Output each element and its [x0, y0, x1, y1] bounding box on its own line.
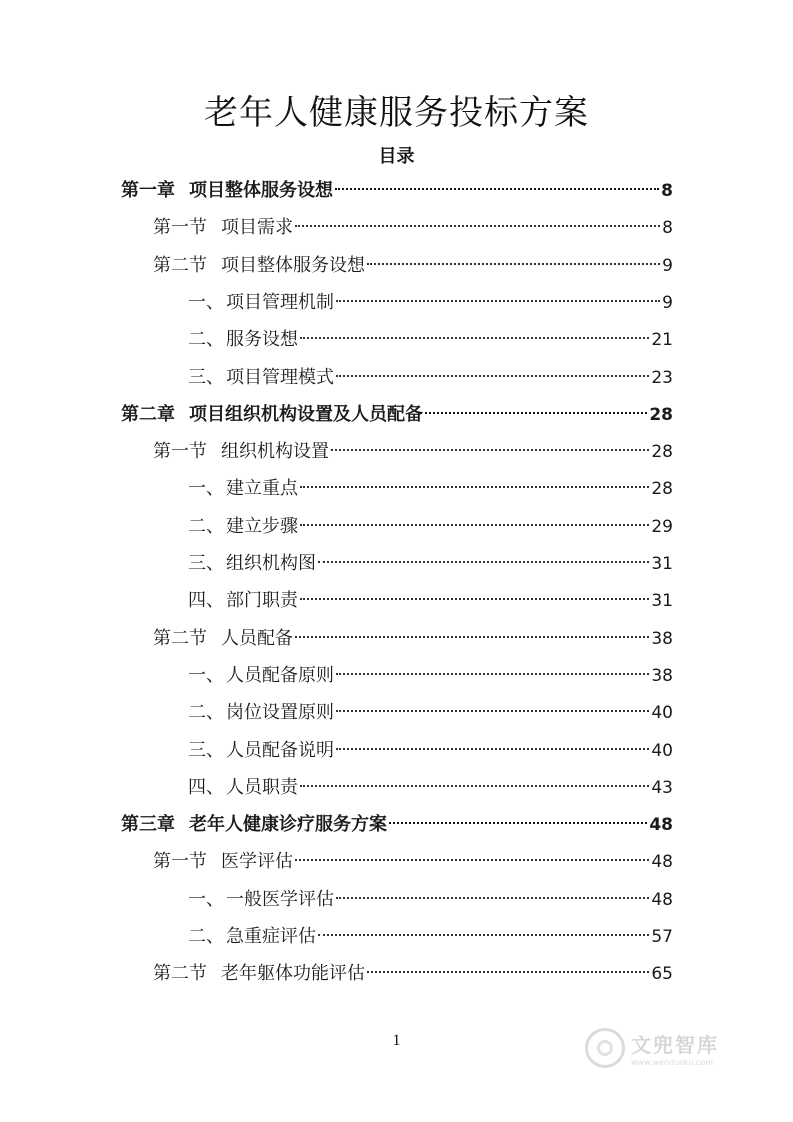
toc-entry-text: 项目需求	[221, 217, 293, 238]
toc-entry-text: 人员职责	[226, 777, 298, 798]
toc-entry-number: 第一节	[153, 851, 207, 872]
toc-entry[interactable]	[121, 400, 673, 430]
toc-entry-number: 四、	[188, 777, 224, 798]
toc-entry-text: 岗位设置原则	[226, 702, 334, 723]
toc-entry-page: 28	[651, 479, 673, 499]
toc-entry-page: 31	[651, 554, 673, 574]
toc-entry[interactable]	[153, 847, 673, 877]
watermark	[585, 1020, 755, 1075]
toc-entry-page: 21	[651, 330, 673, 350]
toc-entry-label	[153, 959, 365, 989]
toc-entry-text: 项目组织机构设置及人员配备	[189, 404, 423, 425]
toc-entry-number: 第二章	[121, 404, 175, 425]
toc-entry-text: 服务设想	[226, 329, 298, 350]
toc-entry-label	[121, 810, 387, 840]
toc-entry-text: 项目整体服务设想	[189, 180, 333, 201]
toc-entry[interactable]	[188, 736, 673, 766]
toc-entry-number: 第二节	[153, 255, 207, 276]
toc-dot-leader	[389, 822, 647, 824]
toc-entry[interactable]	[188, 586, 673, 616]
toc-dot-leader	[425, 412, 647, 414]
toc-entry-number: 第一节	[153, 441, 207, 462]
toc-entry[interactable]	[153, 437, 673, 467]
toc-entry-text: 一般医学评估	[226, 889, 334, 910]
toc-entry[interactable]	[153, 624, 673, 654]
toc-entry-number: 三、	[188, 740, 224, 761]
toc-entry-text: 项目管理机制	[226, 292, 334, 313]
toc-dot-leader	[367, 971, 649, 973]
toc-entry-text: 老年人健康诊疗服务方案	[189, 814, 387, 835]
toc-dot-leader	[318, 561, 649, 563]
toc-entry-label	[188, 325, 298, 355]
toc-entry-number: 一、	[188, 889, 224, 910]
toc-entry-number: 第三章	[121, 814, 175, 835]
toc-entry-label	[121, 176, 333, 206]
toc-dot-leader	[295, 636, 649, 638]
toc-entry-label	[188, 512, 298, 542]
toc-entry-page: 65	[651, 964, 673, 984]
toc-dot-leader	[295, 225, 660, 227]
toc-dot-leader	[300, 337, 649, 339]
toc-entry-page: 38	[651, 629, 673, 649]
toc-entry-number: 一、	[188, 478, 224, 499]
toc-dot-leader	[336, 748, 649, 750]
toc-dot-leader	[367, 263, 660, 265]
toc-entry[interactable]	[153, 251, 673, 281]
toc-entry-text: 急重症评估	[226, 926, 316, 947]
toc-entry-text: 项目整体服务设想	[221, 255, 365, 276]
toc-dot-leader	[295, 859, 649, 861]
toc-entry-label	[188, 922, 316, 952]
toc-entry-text: 人员配备	[221, 628, 293, 649]
toc-entry-page: 57	[651, 927, 673, 947]
toc-entry-page: 40	[651, 703, 673, 723]
toc-heading: 目录	[378, 146, 415, 167]
toc-dot-leader	[300, 785, 649, 787]
toc-entry-number: 三、	[188, 553, 224, 574]
toc-entry-page: 38	[651, 666, 673, 686]
toc-entry[interactable]	[121, 810, 673, 840]
toc-entry-text: 建立步骤	[226, 516, 298, 537]
toc-entry-label	[153, 624, 293, 654]
toc-entry-label	[121, 400, 423, 430]
toc-entry-number: 第一章	[121, 180, 175, 201]
toc-entry-page: 8	[662, 218, 673, 238]
toc-entry-number: 一、	[188, 292, 224, 313]
toc-dot-leader	[335, 188, 659, 190]
toc-entry-page: 48	[651, 852, 673, 872]
toc-entry[interactable]	[188, 773, 673, 803]
toc-entry-label	[188, 474, 298, 504]
toc-entry[interactable]	[188, 288, 673, 318]
toc-entry-number: 二、	[188, 702, 224, 723]
watermark-url: www.wenduoku.com	[631, 1057, 714, 1067]
toc-entry-label	[153, 213, 293, 243]
toc-entry[interactable]	[153, 213, 673, 243]
toc-entry-page: 48	[649, 815, 673, 835]
toc-entry-number: 二、	[188, 516, 224, 537]
toc-entry-page: 28	[651, 442, 673, 462]
toc-entry-number: 第二节	[153, 963, 207, 984]
toc-entry-text: 建立重点	[226, 478, 298, 499]
toc-entry-label	[153, 251, 365, 281]
wendoc-logo-icon	[585, 1028, 625, 1068]
toc-entry-label	[188, 736, 334, 766]
toc-entry-page: 40	[651, 741, 673, 761]
toc-entry[interactable]	[153, 959, 673, 989]
toc-entry-page: 43	[651, 778, 673, 798]
toc-entry-page: 28	[649, 405, 673, 425]
toc-entry-number: 第二节	[153, 628, 207, 649]
toc-dot-leader	[336, 673, 649, 675]
toc-entry-page: 29	[651, 517, 673, 537]
toc-dot-leader	[300, 486, 649, 488]
toc-entry[interactable]	[188, 363, 673, 393]
toc-entry[interactable]	[121, 176, 673, 206]
toc-entry-label	[153, 437, 329, 467]
toc-entry-number: 二、	[188, 329, 224, 350]
toc-entry[interactable]	[188, 512, 673, 542]
toc-entry-label	[188, 885, 334, 915]
toc-dot-leader	[300, 524, 649, 526]
toc-dot-leader	[336, 300, 660, 302]
toc-entry[interactable]	[188, 698, 673, 728]
toc-entry-text: 项目管理模式	[226, 367, 334, 388]
toc-entry-number: 四、	[188, 590, 224, 611]
toc-entry-number: 第一节	[153, 217, 207, 238]
page-number: 1	[392, 1032, 401, 1049]
toc-dot-leader	[331, 449, 649, 451]
toc-entry-page: 48	[651, 890, 673, 910]
toc-entry-label	[188, 773, 298, 803]
toc-entry-page: 9	[662, 293, 673, 313]
watermark-name: 文兜智库	[631, 1032, 719, 1057]
toc-entry-number: 一、	[188, 665, 224, 686]
toc-entry[interactable]	[188, 549, 673, 579]
toc-dot-leader	[300, 598, 649, 600]
toc-entry-text: 组织机构图	[226, 553, 316, 574]
toc-entry-page: 9	[662, 256, 673, 276]
toc-entry-number: 三、	[188, 367, 224, 388]
toc-entry[interactable]	[188, 325, 673, 355]
toc-entry[interactable]	[188, 885, 673, 915]
toc-entry-text: 组织机构设置	[221, 441, 329, 462]
toc-entry-text: 医学评估	[221, 851, 293, 872]
toc-entry-page: 31	[651, 591, 673, 611]
toc-entry-label	[188, 586, 298, 616]
toc-entry-text: 老年躯体功能评估	[221, 963, 365, 984]
toc-entry-text: 人员配备说明	[226, 740, 334, 761]
toc-entry-page: 23	[651, 368, 673, 388]
toc-entry-label	[188, 698, 334, 728]
toc-entry-text: 部门职责	[226, 590, 298, 611]
toc-entry-label	[188, 549, 316, 579]
document-title: 老年人健康服务投标方案	[204, 93, 589, 133]
toc-entry-page: 8	[661, 181, 673, 201]
toc-entry-label	[188, 363, 334, 393]
toc-entry[interactable]	[188, 922, 673, 952]
toc-entry-number: 二、	[188, 926, 224, 947]
toc-entry-label	[188, 288, 334, 318]
toc-entry-label	[188, 661, 334, 691]
toc-entry-label	[153, 847, 293, 877]
toc-dot-leader	[336, 375, 649, 377]
toc-entry-text: 人员配备原则	[226, 665, 334, 686]
toc-dot-leader	[336, 710, 649, 712]
toc-dot-leader	[336, 897, 649, 899]
toc-dot-leader	[318, 934, 649, 936]
toc-entry[interactable]	[188, 661, 673, 691]
toc-entry[interactable]	[188, 474, 673, 504]
